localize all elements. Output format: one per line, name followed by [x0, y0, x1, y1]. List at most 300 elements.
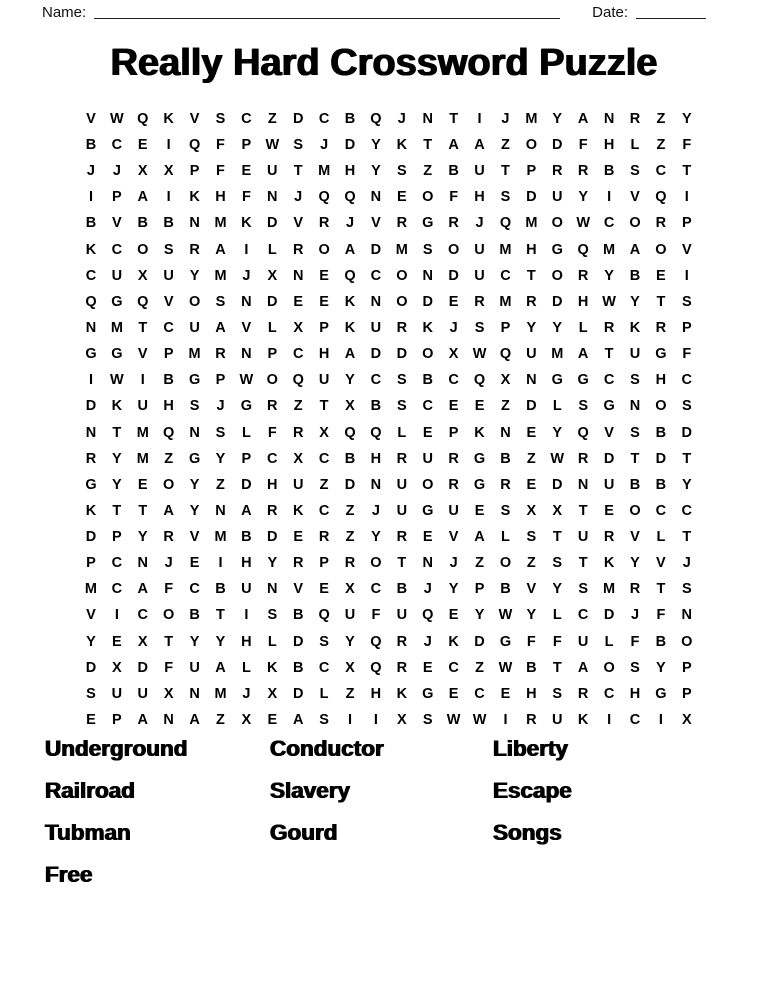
grid-letter: V: [189, 529, 200, 546]
grid-letter: V: [163, 293, 174, 310]
grid-letter: Q: [318, 607, 330, 624]
grid-letter: V: [681, 241, 692, 258]
grid-letter: B: [241, 529, 252, 546]
grid-letter: S: [630, 163, 640, 180]
word-list-item: Free: [45, 862, 93, 887]
grid-letter: D: [267, 529, 278, 546]
grid-letter: B: [448, 163, 459, 180]
grid-letter: B: [344, 450, 356, 467]
grid-letter: J: [371, 502, 380, 519]
grid-letter: F: [552, 633, 562, 650]
grid-letter: J: [216, 398, 225, 415]
grid-letter: U: [189, 319, 200, 336]
grid-letter: R: [655, 215, 667, 232]
grid-letter: Y: [448, 581, 459, 598]
grid-letter: C: [603, 215, 615, 232]
grid-letter: V: [371, 215, 381, 232]
grid-letter: Q: [370, 633, 382, 650]
grid-letter: X: [345, 581, 355, 598]
grid-letter: V: [241, 319, 252, 336]
grid-letter: R: [292, 555, 304, 572]
grid-letter: L: [319, 685, 329, 702]
grid-letter: S: [422, 241, 433, 258]
grid-letter: P: [448, 424, 459, 441]
grid-letter: S: [215, 293, 226, 310]
grid-letter: C: [267, 450, 278, 467]
grid-letter: D: [422, 293, 433, 310]
grid-letter: T: [552, 529, 562, 546]
grid-letter: Y: [578, 189, 588, 206]
grid-letter: T: [578, 555, 588, 572]
grid-letter: M: [188, 346, 201, 363]
grid-letter: D: [603, 607, 615, 624]
grid-letter: H: [163, 398, 174, 415]
grid-letter: N: [422, 267, 433, 284]
grid-letter: D: [292, 633, 304, 650]
grid-letter: M: [525, 110, 538, 127]
grid-letter: H: [370, 450, 382, 467]
grid-letter: N: [267, 189, 278, 206]
grid-letter: Y: [112, 450, 122, 467]
grid-letter: G: [499, 633, 512, 650]
grid-letter: L: [552, 607, 562, 624]
grid-letter: E: [267, 712, 278, 729]
grid-letter: M: [525, 215, 538, 232]
grid-letter: Z: [423, 163, 433, 180]
grid-letter: O: [655, 398, 667, 415]
grid-letter: L: [267, 319, 277, 336]
grid-letter: Q: [318, 189, 330, 206]
grid-letter: N: [681, 607, 693, 624]
grid-letter: O: [551, 267, 563, 284]
grid-letter: S: [215, 424, 226, 441]
grid-letter: G: [551, 372, 563, 389]
grid-letter: U: [474, 267, 485, 284]
grid-letter: W: [472, 346, 487, 363]
grid-letter: F: [630, 633, 640, 650]
grid-letter: B: [137, 215, 148, 232]
word-list-item: Conductor: [270, 736, 384, 761]
grid-letter: Z: [501, 136, 510, 153]
grid-letter: A: [215, 659, 226, 676]
grid-letter: G: [85, 476, 97, 493]
grid-letter: R: [292, 241, 304, 258]
grid-letter: Q: [292, 372, 304, 389]
grid-letter: T: [682, 163, 692, 180]
name-label: Name:: [42, 4, 87, 21]
grid-letter: N: [215, 502, 226, 519]
grid-letter: R: [577, 267, 589, 284]
grid-letter: O: [396, 293, 408, 310]
grid-letter: E: [137, 136, 148, 153]
grid-letter: S: [293, 136, 304, 153]
grid-letter: X: [293, 450, 304, 467]
puzzle-title: Really Hard Crossword Puzzle: [110, 42, 658, 84]
grid-letter: B: [603, 163, 615, 180]
grid-letter: P: [500, 319, 511, 336]
grid-letter: A: [215, 241, 226, 258]
grid-letter: B: [396, 581, 408, 598]
grid-letter: T: [112, 502, 122, 519]
grid-letter: K: [603, 555, 615, 572]
grid-letter: I: [88, 189, 93, 206]
grid-letter: R: [577, 685, 589, 702]
grid-letter: F: [164, 659, 174, 676]
date-label: Date:: [592, 4, 628, 21]
grid-letter: Y: [371, 136, 381, 153]
grid-letter: S: [396, 398, 407, 415]
grid-letter: R: [629, 110, 641, 127]
grid-letter: Q: [344, 267, 356, 284]
grid-letter: H: [241, 555, 252, 572]
grid-letter: C: [370, 372, 382, 389]
grid-letter: D: [603, 450, 615, 467]
grid-letter: S: [630, 659, 640, 676]
grid-letter: Y: [681, 476, 692, 493]
grid-letter: C: [448, 372, 459, 389]
grid-letter: I: [348, 712, 353, 729]
grid-letter: C: [85, 267, 97, 284]
grid-letter: C: [629, 712, 641, 729]
grid-letter: C: [111, 555, 123, 572]
grid-letter: D: [85, 659, 97, 676]
grid-letter: X: [137, 267, 148, 284]
grid-letter: D: [552, 136, 563, 153]
word-list-column-1: [45, 734, 187, 902]
grid-letter: D: [241, 476, 252, 493]
grid-letter: A: [215, 319, 226, 336]
grid-letter: N: [370, 189, 382, 206]
grid-letter: V: [189, 110, 200, 127]
grid-letter: I: [140, 372, 145, 389]
word-list-column-2: [270, 734, 384, 860]
grid-letter: E: [656, 267, 666, 284]
grid-letter: M: [395, 241, 408, 258]
grid-letter: Z: [345, 502, 355, 519]
grid-letter: L: [241, 659, 251, 676]
grid-letter: R: [603, 319, 615, 336]
grid-letter: S: [422, 712, 433, 729]
grid-letter: N: [241, 346, 252, 363]
grid-letter: E: [319, 581, 329, 598]
grid-letter: Z: [345, 529, 355, 546]
grid-letter: R: [85, 450, 97, 467]
grid-letter: R: [396, 633, 408, 650]
grid-letter: C: [111, 241, 123, 258]
grid-letter: D: [526, 398, 537, 415]
grid-letter: J: [397, 110, 406, 127]
grid-letter: X: [267, 685, 278, 702]
grid-letter: E: [293, 529, 304, 546]
grid-letter: G: [655, 685, 667, 702]
grid-letter: S: [86, 685, 96, 702]
grid-letter: Q: [499, 346, 512, 363]
grid-letter: U: [474, 163, 485, 180]
grid-letter: Z: [656, 110, 666, 127]
grid-letter: B: [85, 136, 97, 153]
grid-letter: T: [656, 293, 666, 310]
grid-letter: N: [577, 476, 589, 493]
grid-letter: O: [629, 502, 641, 519]
grid-letter: U: [396, 502, 408, 519]
grid-letter: M: [318, 163, 331, 180]
grid-letter: N: [292, 267, 304, 284]
grid-letter: B: [500, 450, 511, 467]
grid-letter: O: [163, 607, 175, 624]
grid-letter: I: [244, 607, 249, 624]
grid-letter: Y: [345, 372, 355, 389]
grid-letter: U: [422, 450, 433, 467]
grid-letter: V: [112, 215, 122, 232]
grid-letter: O: [422, 476, 434, 493]
grid-letter: K: [85, 502, 97, 519]
grid-letter: F: [241, 189, 251, 206]
grid-letter: I: [607, 712, 612, 729]
grid-letter: I: [88, 372, 93, 389]
grid-letter: A: [474, 529, 485, 546]
grid-letter: V: [293, 581, 304, 598]
grid-letter: K: [344, 319, 356, 336]
grid-letter: M: [551, 346, 564, 363]
grid-letter: W: [550, 450, 565, 467]
grid-letter: P: [241, 450, 252, 467]
grid-letter: H: [526, 241, 537, 258]
grid-letter: N: [603, 110, 615, 127]
grid-letter: H: [215, 189, 226, 206]
grid-letter: O: [525, 136, 537, 153]
grid-letter: E: [604, 502, 614, 519]
grid-letter: F: [682, 346, 692, 363]
grid-letter: T: [293, 163, 303, 180]
grid-letter: Z: [345, 685, 355, 702]
grid-letter: S: [630, 372, 640, 389]
grid-letter: H: [526, 685, 537, 702]
grid-letter: B: [655, 424, 667, 441]
grid-letter: N: [163, 712, 174, 729]
grid-letter: K: [629, 319, 641, 336]
grid-letter: F: [682, 136, 692, 153]
grid-letter: N: [189, 424, 200, 441]
grid-letter: Y: [112, 476, 122, 493]
grid-letter: Q: [137, 110, 149, 127]
grid-letter: U: [163, 267, 174, 284]
grid-letter: U: [111, 685, 123, 702]
grid-letter: M: [214, 215, 227, 232]
grid-letter: T: [164, 633, 174, 650]
grid-letter: X: [500, 372, 511, 389]
grid-letter: D: [474, 633, 485, 650]
grid-letter: X: [112, 659, 122, 676]
grid-letter: E: [293, 293, 304, 310]
grid-letter: T: [449, 110, 459, 127]
grid-letter: A: [241, 502, 252, 519]
grid-letter: H: [629, 685, 641, 702]
grid-letter: B: [292, 607, 304, 624]
grid-letter: O: [318, 241, 330, 258]
grid-letter: F: [164, 581, 174, 598]
grid-letter: H: [474, 189, 485, 206]
grid-letter: Z: [293, 398, 303, 415]
grid-letter: T: [423, 136, 433, 153]
grid-letter: Q: [473, 372, 486, 389]
grid-letter: E: [474, 398, 485, 415]
grid-letter: J: [423, 581, 432, 598]
grid-letter: Z: [475, 555, 484, 572]
grid-letter: X: [526, 502, 537, 519]
grid-letter: M: [214, 267, 227, 284]
grid-letter: W: [472, 712, 487, 729]
grid-letter: P: [681, 319, 692, 336]
grid-letter: D: [85, 398, 97, 415]
grid-letter: R: [344, 555, 356, 572]
grid-letter: C: [577, 607, 589, 624]
grid-letter: O: [499, 555, 512, 572]
grid-letter: A: [577, 346, 589, 363]
grid-letter: C: [370, 267, 382, 284]
grid-letter: R: [396, 215, 408, 232]
grid-letter: X: [552, 502, 563, 519]
grid-letter: R: [292, 424, 304, 441]
grid-letter: R: [396, 319, 408, 336]
grid-letter: B: [526, 659, 537, 676]
grid-letter: E: [319, 293, 329, 310]
grid-letter: B: [629, 267, 641, 284]
grid-letter: W: [498, 607, 513, 624]
grid-letter: C: [241, 110, 252, 127]
grid-letter: U: [241, 581, 252, 598]
grid-letter: P: [86, 555, 96, 572]
grid-letter: N: [137, 555, 148, 572]
grid-letter: S: [500, 502, 511, 519]
grid-letter: G: [111, 293, 123, 310]
grid-letter: F: [371, 607, 381, 624]
grid-letter: T: [501, 163, 510, 180]
grid-letter: O: [448, 241, 460, 258]
grid-letter: Q: [370, 424, 382, 441]
grid-letter: D: [292, 110, 304, 127]
grid-letter: L: [501, 529, 510, 546]
grid-letter: D: [526, 189, 537, 206]
grid-letter: M: [136, 450, 149, 467]
grid-letter: R: [526, 293, 537, 310]
grid-letter: C: [655, 502, 667, 519]
grid-letter: C: [111, 581, 123, 598]
grid-letter: F: [216, 163, 225, 180]
grid-letter: K: [85, 241, 97, 258]
grid-letter: S: [267, 607, 278, 624]
grid-letter: J: [682, 555, 691, 572]
grid-letter: G: [240, 398, 253, 415]
grid-letter: B: [500, 581, 511, 598]
grid-letter: T: [526, 267, 536, 284]
grid-letter: O: [163, 476, 175, 493]
grid-letter: S: [681, 581, 692, 598]
grid-letter: N: [629, 398, 641, 415]
grid-letter: A: [137, 189, 148, 206]
grid-letter: E: [86, 712, 96, 729]
grid-letter: N: [267, 581, 278, 598]
grid-letter: B: [655, 633, 667, 650]
grid-letter: V: [137, 346, 148, 363]
grid-letter: Y: [215, 633, 226, 650]
grid-letter: A: [344, 346, 356, 363]
grid-letter: C: [318, 110, 330, 127]
grid-letter: A: [577, 659, 589, 676]
grid-letter: D: [655, 450, 667, 467]
grid-letter: W: [110, 372, 124, 389]
grid-letter: R: [396, 450, 408, 467]
grid-letter: C: [603, 372, 615, 389]
grid-letter: J: [294, 189, 303, 206]
grid-letter: N: [422, 110, 433, 127]
grid-letter: S: [630, 424, 640, 441]
grid-letter: A: [189, 712, 200, 729]
grid-letter: J: [423, 633, 432, 650]
grid-letter: U: [137, 398, 148, 415]
grid-letter: O: [681, 633, 693, 650]
grid-letter: C: [603, 685, 615, 702]
grid-letter: Z: [216, 476, 225, 493]
grid-letter: M: [214, 685, 227, 702]
grid-letter: O: [603, 659, 615, 676]
grid-letter: E: [422, 529, 433, 546]
grid-letter: O: [629, 215, 641, 232]
grid-letter: H: [603, 136, 615, 153]
grid-letter: G: [422, 502, 434, 519]
grid-letter: C: [137, 607, 148, 624]
grid-letter: S: [552, 555, 563, 572]
grid-letter: S: [319, 712, 329, 729]
grid-letter: C: [189, 581, 200, 598]
grid-letter: U: [552, 712, 563, 729]
grid-letter: C: [163, 319, 174, 336]
grid-letter: E: [474, 502, 485, 519]
grid-letter: U: [577, 633, 589, 650]
grid-letter: A: [292, 712, 304, 729]
grid-letter: J: [112, 163, 121, 180]
grid-letter: P: [267, 346, 278, 363]
grid-letter: Y: [630, 555, 640, 572]
grid-letter: J: [345, 215, 355, 232]
grid-letter: S: [474, 319, 485, 336]
grid-letter: I: [166, 136, 171, 153]
grid-letter: E: [422, 659, 433, 676]
grid-letter: Y: [630, 293, 640, 310]
grid-letter: E: [448, 685, 459, 702]
grid-letter: X: [163, 685, 174, 702]
grid-letter: S: [215, 110, 226, 127]
grid-letter: I: [218, 555, 223, 572]
grid-letter: K: [241, 215, 252, 232]
grid-letter: C: [422, 398, 433, 415]
grid-letter: Q: [344, 424, 356, 441]
grid-letter: O: [188, 293, 201, 310]
grid-letter: U: [137, 685, 148, 702]
grid-letter: A: [577, 110, 589, 127]
grid-letter: I: [244, 241, 249, 258]
grid-letter: T: [216, 607, 225, 624]
grid-letter: M: [136, 424, 149, 441]
grid-letter: N: [422, 555, 433, 572]
grid-letter: S: [189, 398, 200, 415]
grid-letter: H: [344, 163, 356, 180]
grid-letter: R: [577, 450, 589, 467]
grid-letter: R: [629, 581, 641, 598]
grid-letter: C: [681, 372, 693, 389]
grid-letter: G: [85, 346, 97, 363]
grid-letter: R: [396, 529, 408, 546]
grid-letter: L: [267, 633, 277, 650]
